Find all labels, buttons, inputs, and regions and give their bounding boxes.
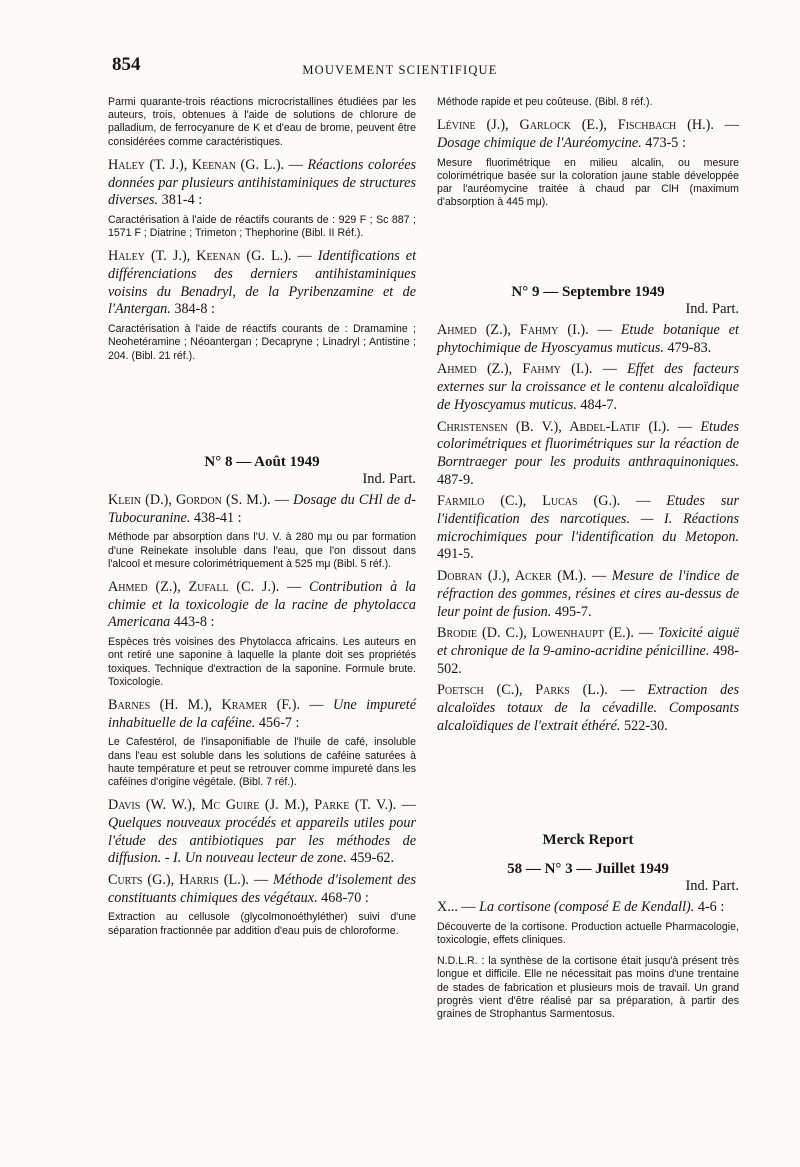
entry-title: Etudes colorimétriques et fluorimétriques sur la réaction de Borntraeger pour les produits anthraquinoniques. <box>437 418 739 470</box>
entry-annotation: Découverte de la cortisone. Production actuelle Pharmacologie, toxicologie, effets cliniques. <box>437 920 739 946</box>
entry-authors: Ahmed (Z.), Zufall (C. J.). — <box>108 579 302 596</box>
entry-authors: Lévine (J.), Garlock (E.), Fischbach (H.). — <box>437 117 739 134</box>
entry-title: Etude botanique et phytochimique de Hyoscyamus muticus. <box>437 322 739 356</box>
section-category: Ind. Part. <box>362 471 416 487</box>
right-column <box>437 96 739 217</box>
entry-annotation: Méthode par absorption dans l'U. V. à 280 mμ ou par formation d'une Reinekate insoluble dans l'eau, que l'on dissout dans l'alcool et mesure colorimétriquement à 525 mμ (Bibl. 5 réf.). <box>108 531 416 570</box>
bibliography-entry <box>108 492 416 527</box>
entry-pages: 491-5. <box>437 546 474 563</box>
right-column-section-9 <box>437 284 739 739</box>
bibliography-entry <box>108 872 416 907</box>
entry-authors: Davis (W. W.), Mc Guire (J. M.), Parke (T. V.). — <box>108 797 416 814</box>
bibliography-entry <box>437 117 739 152</box>
entry-title: Réactions colorées données par plusieurs antihistaminiques de structures diverses. <box>108 156 417 209</box>
entry-authors: Haley (T. J.), Keenan (G. L.). — <box>108 156 303 173</box>
bibliography-entry <box>108 579 416 632</box>
entry-pages: 479-83. <box>667 339 712 356</box>
entry-title: Une impureté inhabituelle de la caféine. <box>108 696 416 731</box>
entry-pages: 4-6 : <box>697 899 725 915</box>
entry-annotation: Extraction au cellusole (glycolmonoéthyléther) suivi d'une séparation fractionnée par addition d'eau puis de chloroforme. <box>108 911 416 937</box>
entry-pages: 495-7. <box>554 603 592 620</box>
entry-authors: Ahmed (Z.), Fahmy (I.). — <box>437 322 612 338</box>
journal-title: Merck Report <box>542 832 634 848</box>
left-column <box>108 96 416 371</box>
entry-title: Effet des facteurs externes sur la croissance et le contenu alcaloïdique de Hyoscyamus muticus. <box>437 361 739 413</box>
bibliography-entry <box>437 899 739 917</box>
bibliography-entry <box>108 797 416 868</box>
bibliography-entry <box>437 322 739 357</box>
annotation-continued: Méthode rapide et peu coûteuse. (Bibl. 8 réf.). <box>437 96 653 108</box>
entry-pages: 381-4 : <box>161 192 203 209</box>
bibliography-entry <box>437 361 739 414</box>
entry-pages: 487-9. <box>437 471 474 488</box>
entry-annotation: Caractérisation à l'aide de réactifs courants de : Dramamine ; Neohetéramine ; Néoantergan ; Decapryne ; Linadryl ; Antistine ; 204. (Bibl. 21 réf.). <box>108 323 416 362</box>
entry-authors: Curts (G.), Harris (L.). — <box>108 871 269 888</box>
entry-authors: Haley (T. J.), Keenan (G. L.). — <box>108 248 312 265</box>
annotation-continued: Parmi quarante-trois réactions microcristallines étudiées par les auteurs, trois, obtenues à l'aide de solutions de chlorure de palladium, de ferrocyanure de K et d'eau de brome, peuvent être considérées comme caractéristiques. <box>108 96 416 148</box>
entry-pages: 473-5 : <box>645 134 686 151</box>
entry-annotation: Caractérisation à l'aide de réactifs courants de : 929 F ; Sc 887 ; 1571 F ; Diatrine ; Trimeton ; Thephorine (Bibl. II Réf.). <box>108 213 416 240</box>
editor-note: N.D.L.R. : la synthèse de la cortisone était jusqu'à présent très longue et difficile. Elle ne nécessitait pas moins d'une trentaine de stades de fabrication et plusieurs mois de travail. Un grand progrès vient d'être réalisé par sa préparation, à partir des graines de Strophantus Sarmentosus. <box>437 955 739 1020</box>
entry-authors: Brodie (D. C.), Lowenhaupt (E.). — <box>437 625 654 642</box>
entry-title: La cortisone (composé E de Kendall). <box>479 899 695 915</box>
entry-title: Toxicité aiguë et chronique de la 9-amino-acridine pénicilline. <box>437 625 740 659</box>
bibliography-entry <box>437 568 739 621</box>
section-category: Ind. Part. <box>685 301 739 317</box>
entry-pages: 438-41 : <box>193 509 242 526</box>
entry-title: Mesure de l'indice de réfraction des gommes, résines et cires au-dessus de leur point de fusion. <box>437 568 739 620</box>
entry-title: Contribution à la chimie et la toxicologie de la racine de phytolacca Americana <box>108 579 416 631</box>
bibliography-entry <box>437 625 739 678</box>
entry-pages: 468-70 : <box>321 889 369 906</box>
bibliography-entry <box>108 157 416 210</box>
entry-title: Dosage du CHl de d-Tubocuranine. <box>108 492 416 526</box>
entry-authors: Farmilo (C.), Lucas (G.). — <box>437 493 651 510</box>
entry-title: Extraction des alcaloïdes totaux de la cévadille. Composants alcaloïdiques de l'extrait éthéré. <box>437 682 740 734</box>
entry-pages: 484-7. <box>580 396 618 413</box>
entry-annotation: Espèces très voisines des Phytolacca africains. Les auteurs en ont retiré une saponine à laquelle la plante doit ses propriétés toxiques. Technique d'extraction de la saponine. Formule brute. Toxicologie. <box>108 636 416 688</box>
right-column-merck <box>437 832 739 1029</box>
entry-pages: 498-502. <box>437 642 740 677</box>
entry-pages: 443-8 : <box>173 614 215 631</box>
bibliography-entry <box>108 697 416 732</box>
bibliography-entry <box>108 248 416 319</box>
bibliography-entry <box>437 493 739 564</box>
section-category: Ind. Part. <box>685 878 739 894</box>
entry-title: Identifications et différenciations des derniers antihistaminiques voisins du Benadryl, de la Pyribenzamine et de l'Antergan. <box>108 248 417 318</box>
entry-authors: X... — <box>437 899 476 915</box>
entry-annotation: Le Cafestérol, de l'insaponifiable de l'huile de café, insoluble dans l'eau est soluble dans les solutions de caféine saturées à haute température et peut se retrouver comme impureté dans les caféines d'origine végétale. (Bibl. 7 réf.). <box>108 736 416 788</box>
page-number: 854 <box>112 54 141 75</box>
bibliography-entry <box>437 682 739 735</box>
bibliography-entry <box>437 419 739 490</box>
entry-authors: Christensen (B. V.), Abdel-Latif (I.). — <box>437 418 693 435</box>
section-heading: N° 8 — Août 1949 <box>204 454 320 470</box>
entry-authors: Ahmed (Z.), Fahmy (I.). — <box>437 361 617 378</box>
section-heading: N° 9 — Septembre 1949 <box>511 284 665 300</box>
entry-title: Méthode d'isolement des constituants chimiques des végétaux. <box>108 871 416 906</box>
entry-title: Quelques nouveaux procédés et appareils utiles pour l'étude des antibiotiques par les méthodes de diffusion. - I. Un nouveau lecteur de zone. <box>108 814 416 867</box>
running-title: MOUVEMENT SCIENTIFIQUE <box>302 63 498 77</box>
entry-authors: Poetsch (C.), Parks (L.). — <box>437 682 635 699</box>
entry-annotation: Mesure fluorimétrique en milieu alcalin, ou mesure colorimétrique basée sur la coloration jaune stable développée par l'auréomycine traitée à chaud par ClH (maximum d'absorption à 445 mμ). <box>437 156 739 209</box>
entry-pages: 522-30. <box>624 717 668 734</box>
left-column-section-8 <box>108 454 416 946</box>
entry-pages: 456-7 : <box>258 714 300 731</box>
entry-authors: Klein (D.), Gordon (S. M.). — <box>108 492 289 508</box>
entry-authors: Dobran (J.), Acker (M.). — <box>437 568 607 585</box>
entry-pages: 459-62. <box>350 850 395 867</box>
entry-authors: Barnes (H. M.), Kramer (F.). — <box>108 696 324 713</box>
section-heading: 58 — N° 3 — Juillet 1949 <box>507 861 669 877</box>
entry-pages: 384-8 : <box>174 301 215 318</box>
entry-title: Etudes sur l'identification des narcotiques. — I. Réactions microchimiques pour l'identification du Metopon. <box>437 493 740 545</box>
entry-title: Dosage chimique de l'Auréomycine. <box>437 134 642 151</box>
